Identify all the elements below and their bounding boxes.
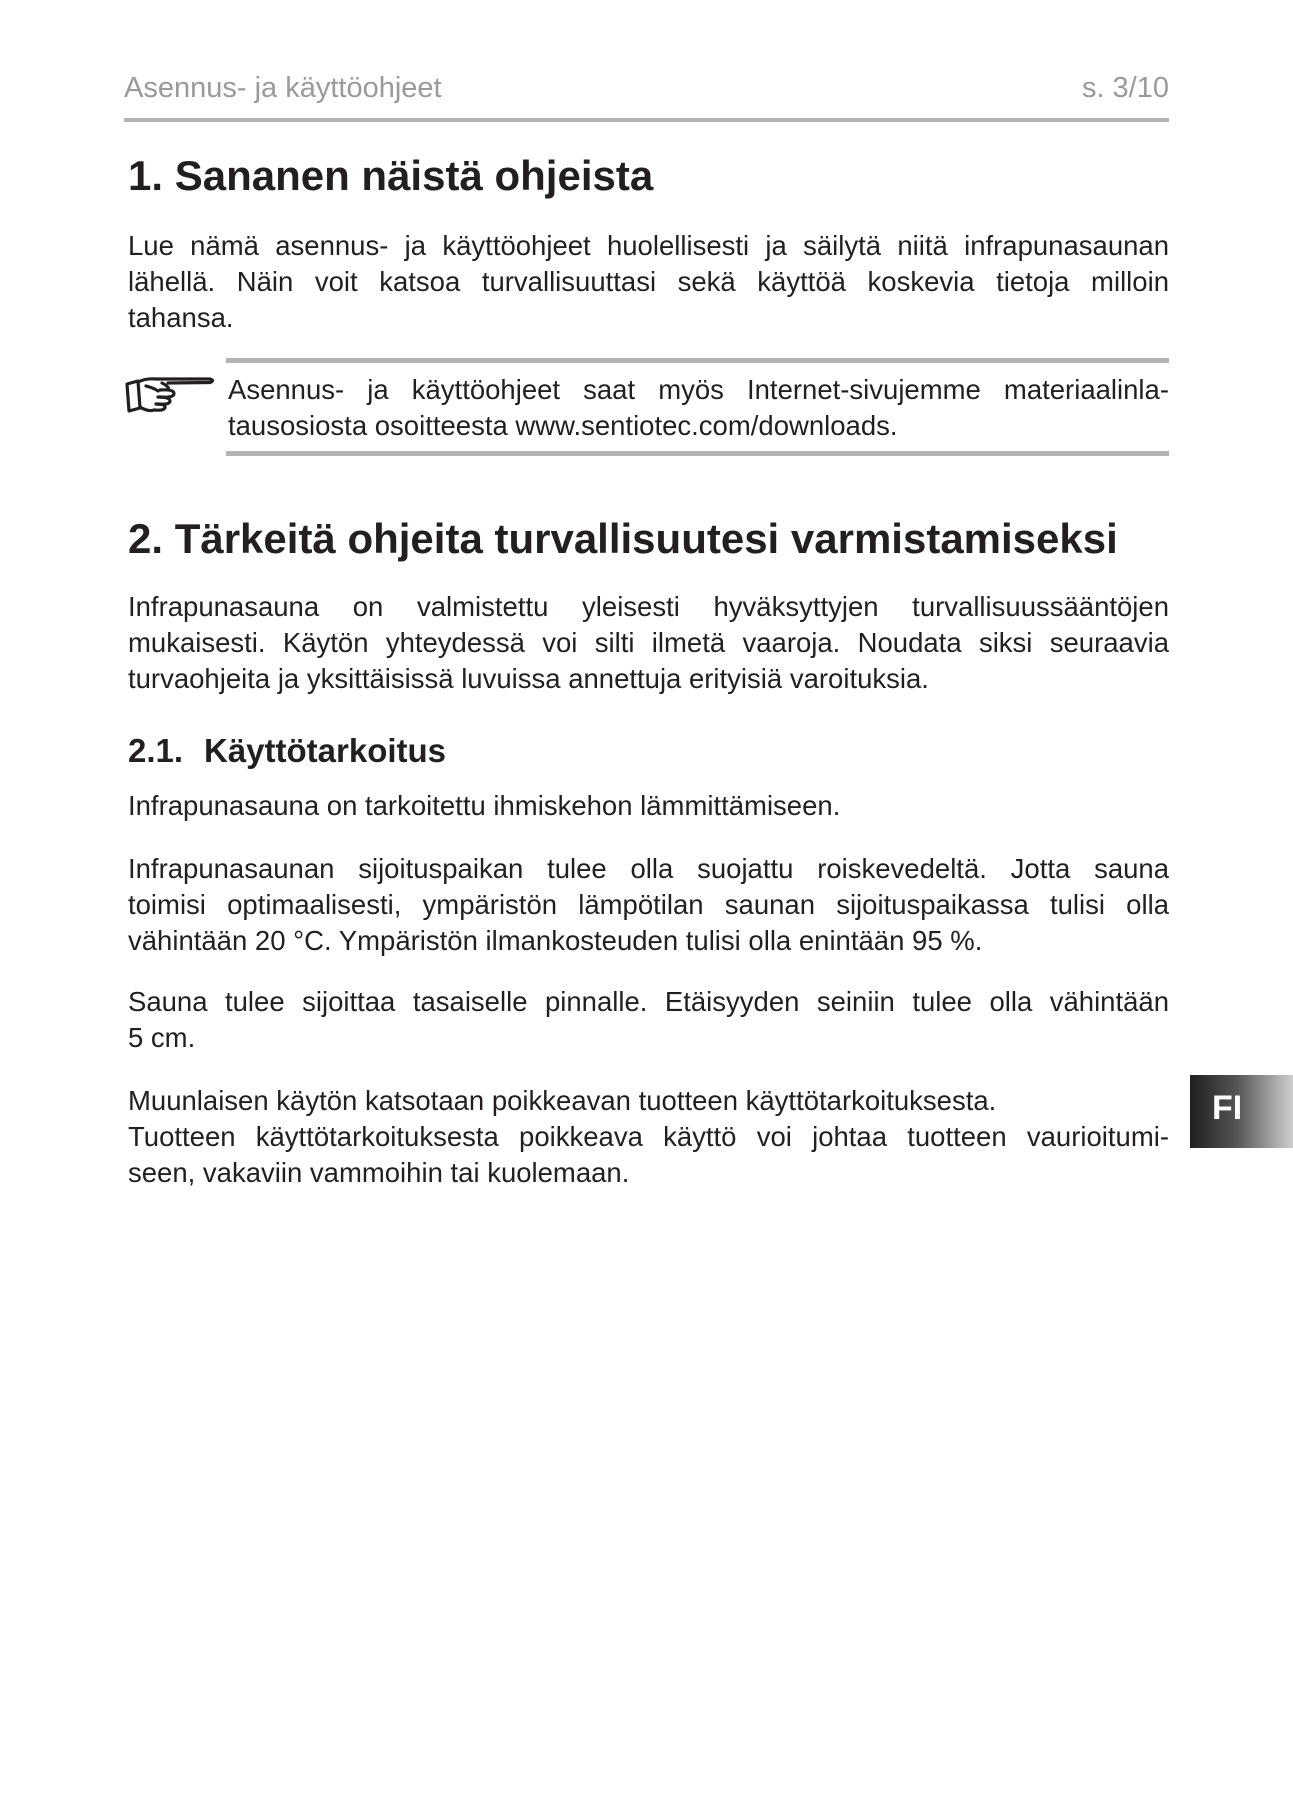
text-line: Asennus- ja käyttöohjeet saat myös Internet-sivujemme materiaalinla- [228,374,1169,405]
subsection-number: 2.1. [128,732,184,769]
section-1-heading: 1. Sananen näistä ohjeista [128,152,654,199]
paragraph [128,984,1169,1056]
page-number: s. 3/10 [1081,72,1169,104]
subsection-2-1-heading [128,731,446,771]
text-line: turvaohjeita ja yksittäisissä luvuissa annettuja erityisiä varoituksia. [128,663,929,694]
info-note [226,358,1169,456]
subsection-title: Käyttötarkoitus [204,732,447,769]
text-line: Infrapunasauna on tarkoitettu ihmiskehon lämmittämiseen. [128,790,841,821]
paragraph [128,851,1169,959]
text-line: 5 cm. [128,1022,196,1053]
note-text [228,372,1169,444]
text-line: tahansa. [128,302,234,333]
paragraph [128,788,1169,824]
text-line: Lue nämä asennus- ja käyttöohjeet huolellisesti ja säilytä niitä infrapunasaunan [128,230,1169,261]
text-line: toimisi optimaalisesti, ympäristön lämpötilan saunan sijoituspaikassa tulisi olla [128,889,1169,920]
text-line: tausosiosta osoitteesta www.sentiotec.com/downloads. [228,410,898,441]
language-tab-label: FI [1212,1089,1243,1127]
paragraph [128,1083,1169,1191]
text-line: seen, vakaviin vammoihin tai kuolemaan. [128,1157,630,1188]
text-line: lähellä. Näin voit katsoa turvallisuuttasi sekä käyttöä koskevia tietoja milloin [128,266,1169,297]
section-2-heading: 2. Tärkeitä ohjeita turvallisuutesi varmistamiseksi [128,515,1118,562]
text-line: Sauna tulee sijoittaa tasaiselle pinnalle. Etäisyyden seiniin tulee olla vähintään [128,986,1169,1017]
text-line: Muunlaisen käytön katsotaan poikkeavan tuotteen käyttötarkoituksesta. [128,1085,997,1116]
pointing-hand-icon [124,372,216,418]
text-line: Infrapunasaunan sijoituspaikan tulee olla suojattu roiskevedeltä. Jotta sauna [128,853,1169,884]
section-1-paragraph [128,228,1169,336]
text-line: vähintään 20 °C. Ympäristön ilmankosteuden tulisi olla enintään 95 %. [128,925,983,956]
language-tab [1190,1075,1293,1148]
text-line: Tuotteen käyttötarkoituksesta poikkeava käyttö voi johtaa tuotteen vaurioitumi- [128,1121,1169,1152]
section-2-paragraph [128,589,1169,697]
text-line: mukaisesti. Käytön yhteydessä voi silti ilmetä vaaroja. Noudata siksi seuraavia [128,627,1169,658]
document-title: Asennus- ja käyttöohjeet [124,72,442,104]
running-header [124,68,1169,122]
text-line: Infrapunasauna on valmistettu yleisesti hyväksyttyjen turvallisuussääntöjen [128,591,1169,622]
